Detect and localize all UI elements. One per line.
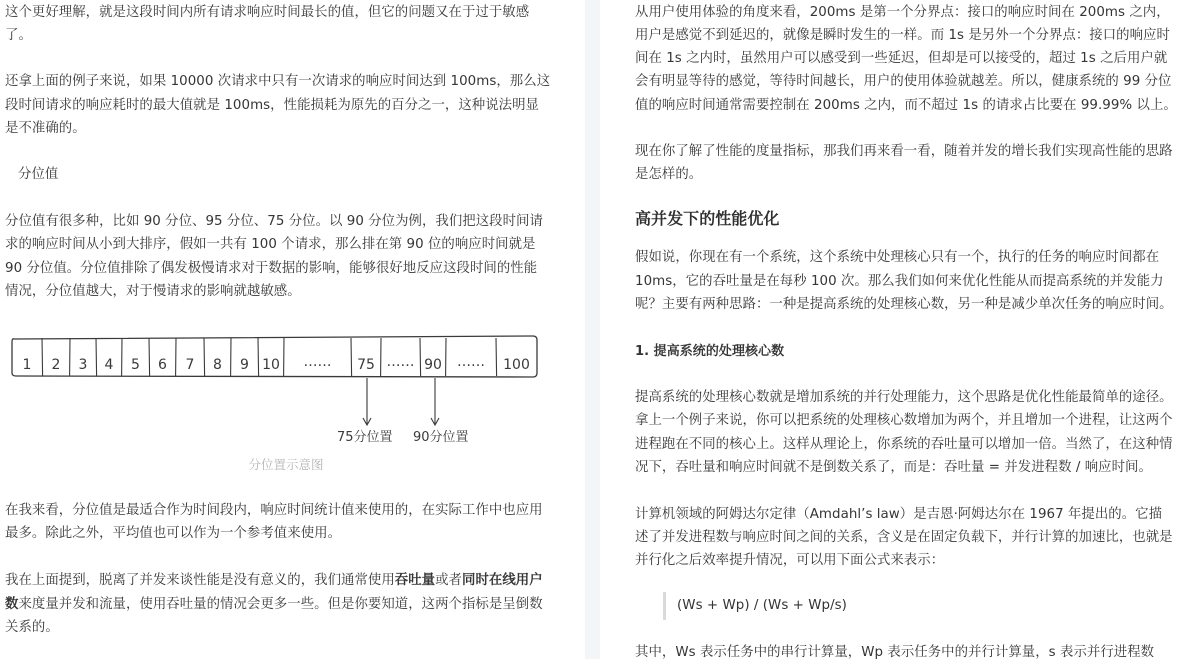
- paragraph-line: 用户是感觉不到延迟的，就像是瞬时发生的一样。而 1s 是另外一个分界点：接口的响应时: [635, 28, 1170, 43]
- section-heading: 高并发下的性能优化: [635, 209, 780, 228]
- paragraph-line: 是不准确的。: [5, 121, 86, 136]
- paragraph-line: 还拿上面的例子来说，如果 10000 次请求中只有一次请求的响应时间达到 100ms，那么这: [5, 74, 551, 89]
- cell-divider: [204, 338, 205, 376]
- figure-caption: 分位置示意图: [248, 457, 324, 472]
- bold-throughput: 吞吐量: [394, 573, 436, 588]
- cell-divider: [42, 338, 43, 376]
- cell-label: ……: [386, 354, 415, 370]
- cell-label: 10: [262, 357, 280, 373]
- column-gutter: [585, 0, 600, 659]
- paragraph-line: 拿上一个例子来说，你可以把系统的处理核心数增加为两个，并且增加一个进程，让这两个: [635, 413, 1173, 428]
- paragraph-line: 了。: [5, 28, 32, 43]
- subheading-quantile: 分位值: [18, 167, 59, 182]
- paragraph-line: 进程跑在不同的核心上。这样从理论上，你系统的吞吐量可以增加一倍。当然了，在这种情: [635, 437, 1173, 452]
- paragraph-line: 是怎样的。: [635, 167, 703, 182]
- cell-label: 1: [22, 357, 32, 373]
- cell-label: 8: [213, 357, 222, 373]
- cell-label: 5: [131, 357, 140, 373]
- paragraph-line: 其中，Ws 表示任务中的串行计算量，Wp 表示任务中的并行计算量，s 表示并行进程数: [635, 645, 1155, 659]
- cell-label: ……: [457, 354, 485, 370]
- paragraph-line: 呢？主要有两种思路：一种是提高系统的处理核心数，另一种是减少单次任务的响应时间。: [635, 297, 1173, 312]
- paragraph-line: 情况，分位值越大，对于慢请求的影响就越敏感。: [5, 284, 301, 299]
- paragraph-line: 提高系统的处理核心数就是增加系统的并行处理能力，这个思路是优化性能最简单的途径。: [635, 390, 1173, 405]
- cell-divider: [96, 338, 97, 376]
- paragraph-line: 我在上面提到，脱离了并发来谈性能是没有意义的，我们通常使用吞吐量或者同时在线用户: [5, 573, 543, 588]
- cell-label: 2: [51, 357, 61, 373]
- paragraph-line: 90 分位值。分位值排除了偶发极慢请求对于数据的影响，能够很好地反应这段时间的性能: [5, 261, 538, 276]
- paragraph-line: 现在你了解了性能的度量指标，那我们再来看一看，随着并发的增长我们实现高性能的思路: [635, 144, 1173, 159]
- formula: (Ws + Wp) / (Ws + Wp/s): [677, 598, 847, 613]
- left-article-column: [0, 0, 585, 659]
- cell-label: 9: [240, 357, 249, 373]
- cell-divider: [258, 338, 259, 376]
- paragraph-line: 这个更好理解，就是这段时间内所有请求响应时间最长的值，但它的问题又在于过于敏感: [5, 5, 530, 20]
- cell-label: 90: [424, 357, 442, 373]
- paragraph-line: 并行化之后效率提升情况，可以用下面公式来表示：: [635, 553, 945, 568]
- cell-label: 4: [104, 357, 114, 373]
- cell-divider: [496, 338, 497, 376]
- cell-label: 3: [78, 357, 88, 373]
- label-90: 90分位置: [413, 430, 469, 445]
- right-article-column: [600, 0, 1177, 659]
- label-75: 75分位置: [337, 430, 393, 445]
- subsection-heading: 1. 提高系统的处理核心数: [635, 344, 785, 359]
- paragraph-line: 会有明显等待的感觉，等待时间越长，用户的使用体验就越差。所以，健康系统的 99 分位: [635, 74, 1172, 89]
- paragraph-line: 求的响应时间从小到大排序，假如一共有 100 个请求，那么排在第 90 位的响应时间就是: [5, 237, 536, 252]
- paragraph-line: 10ms，它的吞吐量是在每秒 100 次。那么我们如何来优化性能从而提高系统的并发能力: [635, 274, 1164, 289]
- paragraph-line: 间在 1s 之内时，虽然用户可以感受到一些延迟，但却是可以接受的，超过 1s 之后用户就: [635, 51, 1168, 66]
- paragraph-line: 值的响应时间通常需要控制在 200ms 之内，而不超过 1s 的请求占比要在 99.99% 以上。: [635, 98, 1177, 113]
- cell-divider: [420, 338, 421, 376]
- cell-label: 6: [158, 357, 167, 373]
- paragraph-line: 况下，吞吐量和响应时间就不是倒数关系了，而是：吞吐量 = 并发进程数 / 响应时间。: [635, 460, 1152, 475]
- paragraph-line: 假如说，你现在有一个系统，这个系统中处理核心只有一个，执行的任务的响应时间都在: [635, 250, 1160, 265]
- cell-label: 7: [185, 357, 195, 373]
- cell-label: 100: [503, 357, 530, 373]
- paragraph-line: 在我来看，分位值是最适合作为时间段内，响应时间统计值来使用的，在实际工作中也应用: [5, 503, 543, 518]
- paragraph-line: 述了并发进程数与响应时间之间的关系，含义是在固定负载下，并行计算的加速比，也就是: [635, 530, 1173, 545]
- bold-online-users: 同时在线用户: [462, 573, 543, 588]
- paragraph-line: 关系的。: [5, 620, 59, 635]
- paragraph-line: 计算机领域的阿姆达尔定律（Amdahl’s law）是吉恩·阿姆达尔在 1967 年提出的。它描: [635, 507, 1163, 522]
- paragraph-line: 数来度量并发和流量，使用吞吐量的情况会更多一些。但是你要知道，这两个指标是呈倒数: [5, 597, 543, 612]
- cell-label: 75: [357, 357, 375, 373]
- quantile-figure: [0, 330, 585, 480]
- paragraph-line: 段时间请求的响应耗时的最大值就是 100ms，性能损耗为原先的百分之一，这种说法明显: [5, 98, 539, 113]
- cell-divider: [149, 338, 150, 376]
- formula-quote-bar: [663, 592, 666, 620]
- paragraph-line: 从用户使用体验的角度来看，200ms 是第一个分界点：接口的响应时间在 200ms 之内，: [635, 5, 1170, 20]
- cell-label: ……: [303, 354, 332, 370]
- cell-divider: [351, 338, 352, 376]
- paragraph-line: 最多。除此之外，平均值也可以作为一个参考值来使用。: [5, 526, 342, 541]
- paragraph-line: 分位值有很多种，比如 90 分位、95 分位、75 分位。以 90 分位为例，我们把这段时间请: [5, 214, 543, 229]
